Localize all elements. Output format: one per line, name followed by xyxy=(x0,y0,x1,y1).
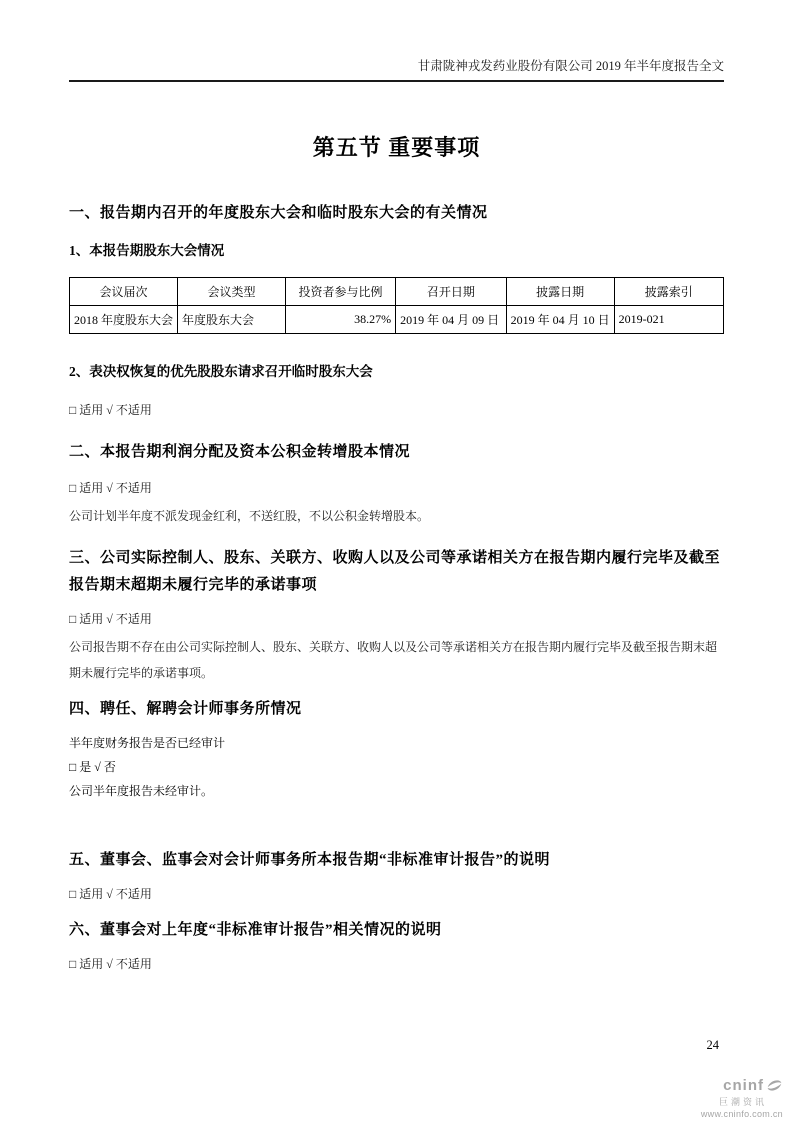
cninfo-swirl-icon xyxy=(766,1077,783,1094)
cell-disclosure-index: 2019-021 xyxy=(614,306,723,334)
section-3-heading: 三、公司实际控制人、股东、关联方、收购人以及公司等承诺相关方在报告期内履行完毕及截至报告期末超期未履行完毕的承诺事项 xyxy=(69,550,721,593)
cninfo-chinese-name: 巨潮资讯 xyxy=(718,1097,767,1107)
running-header-text: 甘肃陇神戎发药业股份有限公司 2019 年半年度报告全文 xyxy=(417,59,724,73)
section-2-applicable-line: □ 适用 √ 不适用 xyxy=(69,481,152,495)
col-header-convening-date: 召开日期 xyxy=(396,278,506,306)
page-title: 第五节 重要事项 xyxy=(312,135,481,160)
section-2-heading: 二、本报告期利润分配及资本公积金转增股本情况 xyxy=(69,444,411,460)
section-5-heading: 五、董事会、监事会对会计师事务所本报告期“非标准审计报告”的说明 xyxy=(69,852,551,868)
section-3-note: 公司报告期不存在由公司实际控制人、股东、关联方、收购人以及公司等承诺相关方在报告期内履行完毕及截至报告期末超期未履行完毕的承诺事项。 xyxy=(69,640,718,680)
section-4-heading: 四、聘任、解聘会计师事务所情况 xyxy=(69,701,302,717)
col-header-meeting-type: 会议类型 xyxy=(178,278,286,306)
section-4-audit-question: 半年度财务报告是否已经审计 xyxy=(69,736,226,750)
cell-convening-date: 2019 年 04 月 09 日 xyxy=(396,306,506,334)
col-header-investor-participation: 投资者参与比例 xyxy=(285,278,395,306)
section-2-note: 公司计划半年度不派发现金红利，不送红股，不以公积金转增股本。 xyxy=(69,509,430,523)
col-header-disclosure-date: 披露日期 xyxy=(506,278,614,306)
cell-meeting-type: 年度股东大会 xyxy=(178,306,286,334)
table-data-row xyxy=(70,306,724,334)
shareholder-meeting-table xyxy=(69,277,724,334)
page-number: 24 xyxy=(706,1038,719,1052)
section-5-applicable-line: □ 适用 √ 不适用 xyxy=(69,887,152,901)
section-6-heading: 六、董事会对上年度“非标准审计报告”相关情况的说明 xyxy=(69,922,442,938)
cell-investor-participation: 38.27% xyxy=(285,306,395,334)
cninfo-url: www.cninfo.com.cn xyxy=(700,1109,783,1119)
section-4-yes-no-line: □ 是 √ 否 xyxy=(69,760,116,774)
col-header-meeting-session: 会议届次 xyxy=(70,278,178,306)
section-1-heading: 一、报告期内召开的年度股东大会和临时股东大会的有关情况 xyxy=(69,205,488,221)
table-header-row xyxy=(70,278,724,306)
section-3-applicable-line: □ 适用 √ 不适用 xyxy=(69,612,152,626)
cell-disclosure-date: 2019 年 04 月 10 日 xyxy=(506,306,614,334)
cell-meeting-session: 2018 年度股东大会 xyxy=(70,306,178,334)
section-4-note: 公司半年度报告未经审计。 xyxy=(69,784,214,798)
section-6-applicable-line: □ 适用 √ 不适用 xyxy=(69,957,152,971)
running-header xyxy=(69,0,724,82)
cninfo-logo-top xyxy=(701,1077,783,1094)
col-header-disclosure-index: 披露索引 xyxy=(614,278,723,306)
section-1-1-heading: 1、本报告期股东大会情况 xyxy=(69,243,225,258)
cninfo-logo xyxy=(701,1077,783,1119)
section-1-2-heading: 2、表决权恢复的优先股股东请求召开临时股东大会 xyxy=(69,364,373,379)
section-1-2-applicable-line: □ 适用 √ 不适用 xyxy=(69,403,152,417)
cninfo-brand-text: cninf xyxy=(723,1076,764,1094)
